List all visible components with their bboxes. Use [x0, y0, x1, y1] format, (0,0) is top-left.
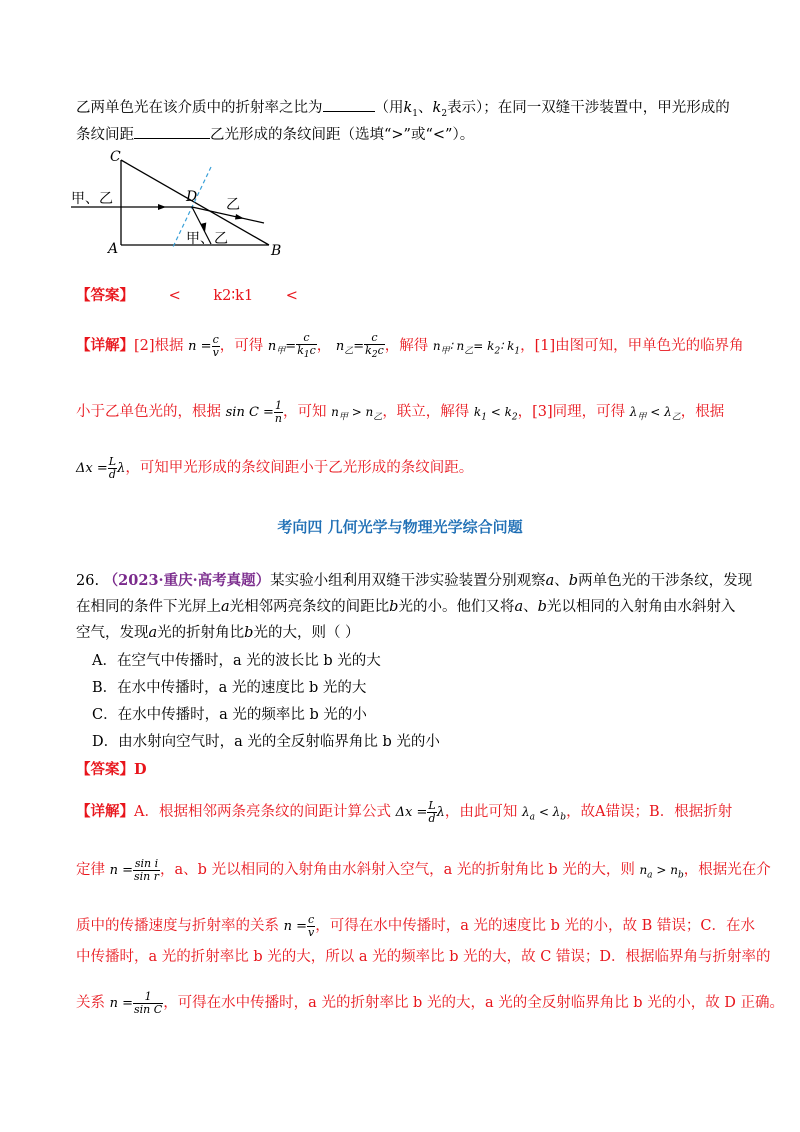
- answer-blank-compare: [134, 124, 210, 139]
- formula-ratio: $n_甲∶$ $n_乙=$ $k_2∶$ $k_1$: [432, 339, 521, 357]
- formula-delta-x: Δx = $\frac{L}{d}$ λ: [76, 455, 126, 481]
- label-ray-jia-yi: 甲、乙: [186, 231, 228, 247]
- label-incident: 甲、乙: [71, 191, 113, 207]
- q26-option-b: B．在水中传播时，a 光的速度比 b 光的大: [92, 680, 367, 696]
- formula-n-compare: $n_甲 > n_乙$: [331, 405, 383, 423]
- q26-answer: 【答案】D: [76, 761, 147, 778]
- label-d: D: [186, 189, 198, 205]
- q26-option-a: A．在空气中传播时，a 光的波长比 b 光的大: [92, 653, 381, 669]
- detail2-line-5: 关系 n = $\frac{1}{\text{sin C}}$ ，可得在水中传播时，a 光的折射率比 b 光的大，a 光的全反射临界角比 b 光的小，故 D 正确。: [76, 990, 785, 1016]
- detail2-line-2: 定律 n = $\frac{\text{sin i}}{\text{sin r}}$ ，a、b 光以相同的入射角由水斜射入空气，a 光的折射角比 b 光的大，则 $n_a > n_b$，根据光在介: [76, 857, 771, 883]
- answer-line-1: 【答案】 < k2∶k1 <: [76, 287, 298, 304]
- q26-line-1: 26. （2023·重庆·高考真题）某实验小组利用双缝干涉实验装置分别观察a、b两单色光的干涉条纹，发现: [76, 572, 753, 589]
- label-c: C: [110, 149, 121, 165]
- formula-n-c-v: n = $\frac{c}{v}$: [188, 333, 219, 360]
- formula-sinc-2: n = $\frac{1}{\text{sin C}}$: [109, 990, 163, 1016]
- formula-k-compare: $k_1 < k_2$: [473, 405, 518, 423]
- detail1-line-1: 【详解】[2]根据 n = $\frac{c}{v}$ ，可得 $n_甲=$ $\frac{c}{k_1c}$ ， $n_乙=$ $\frac{c}{k_2c}$ ，解得 $n_甲∶$ $n_乙=$ $k_2∶$ $k_1$，[1]由图可知，甲单色光的临界角: [76, 331, 744, 361]
- formula-n-yi: $n_乙=$ $\frac{c}{k_2c}$: [335, 331, 384, 361]
- detail2-line-3: 质中的传播速度与折射率的关系 n = $\frac{c}{v}$ ，可得在水中传播时，a 光的速度比 b 光的小，故 B 错误；C．在水: [76, 913, 755, 939]
- question-line-2: 条纹间距 乙光形成的条纹间距（选填“>”或“<”）。: [76, 124, 474, 145]
- formula-n-jia: $n_甲=$ $\frac{c}{k_1c}$: [267, 331, 316, 361]
- detail1-line-2: 小于乙单色光的，根据 sin C = $\frac{1}{n}$ ，可知 $n_甲 > n_乙$，联立，解得 $k_1 < k_2$，[3]同理，可得 $\lambda_甲 < \lambda_乙$，根据: [76, 399, 725, 425]
- formula-lambda-ab: $\lambda_a < \lambda_b$: [522, 805, 567, 823]
- detail2-line-4: 中传播时，a 光的折射率比 b 光的大，所以 a 光的频率比 b 光的大，故 C 错误；D．根据临界角与折射率的: [76, 949, 771, 965]
- detail1-line-3: Δx = $\frac{L}{d}$ λ，可知甲光形成的条纹间距小于乙光形成的条纹间距。: [76, 455, 474, 481]
- formula-sinc: sin C = $\frac{1}{n}$: [225, 399, 283, 425]
- q26-option-d: D．由水射向空气时，a 光的全反射临界角比 b 光的小: [92, 734, 440, 750]
- incident-arrow: [158, 204, 166, 210]
- question-line-1: 乙两单色光在该介质中的折射率之比为 （用$k_1$、$k_2$表示）；在同一双缝干涉装置中，甲光形成的: [76, 97, 730, 124]
- prism-figure: [66, 145, 296, 260]
- answer-blank-ratio: [323, 97, 375, 112]
- section-heading: 考向四 几何光学与物理光学综合问题: [277, 518, 523, 536]
- label-a: A: [108, 241, 119, 257]
- formula-delta-x-2: Δx = $\frac{L}{d}$ λ: [395, 799, 445, 825]
- formula-snell: n = $\frac{\text{sin i}}{\text{sin r}}$: [109, 857, 160, 883]
- label-ray-yi: 乙: [226, 197, 240, 213]
- formula-lambda-compare: $\lambda_甲 < \lambda_乙$: [629, 405, 681, 423]
- formula-na-nb: $n_a > n_b$: [639, 863, 684, 881]
- detail2-line-1: 【详解】A．根据相邻两条亮条纹的间距计算公式 Δx = $\frac{L}{d}$ λ，由此可知 $\lambda_a < \lambda_b$，故A错误；B．根据折射: [76, 799, 733, 825]
- q26-line-2: 在相同的条件下光屏上a光相邻两亮条纹的间距比b光的小。他们又将a、b光以相同的入射角由水斜射入: [76, 599, 736, 615]
- q26-source: （2023·重庆·高考真题）: [103, 572, 271, 589]
- formula-n-c-v-2: n = $\frac{c}{v}$: [283, 913, 315, 939]
- q26-line-3: 空气，发现a光的折射角比b光的大，则（ ）: [76, 625, 360, 641]
- q26-option-c: C．在水中传播时，a 光的频率比 b 光的小: [92, 707, 367, 723]
- label-b: B: [271, 243, 282, 259]
